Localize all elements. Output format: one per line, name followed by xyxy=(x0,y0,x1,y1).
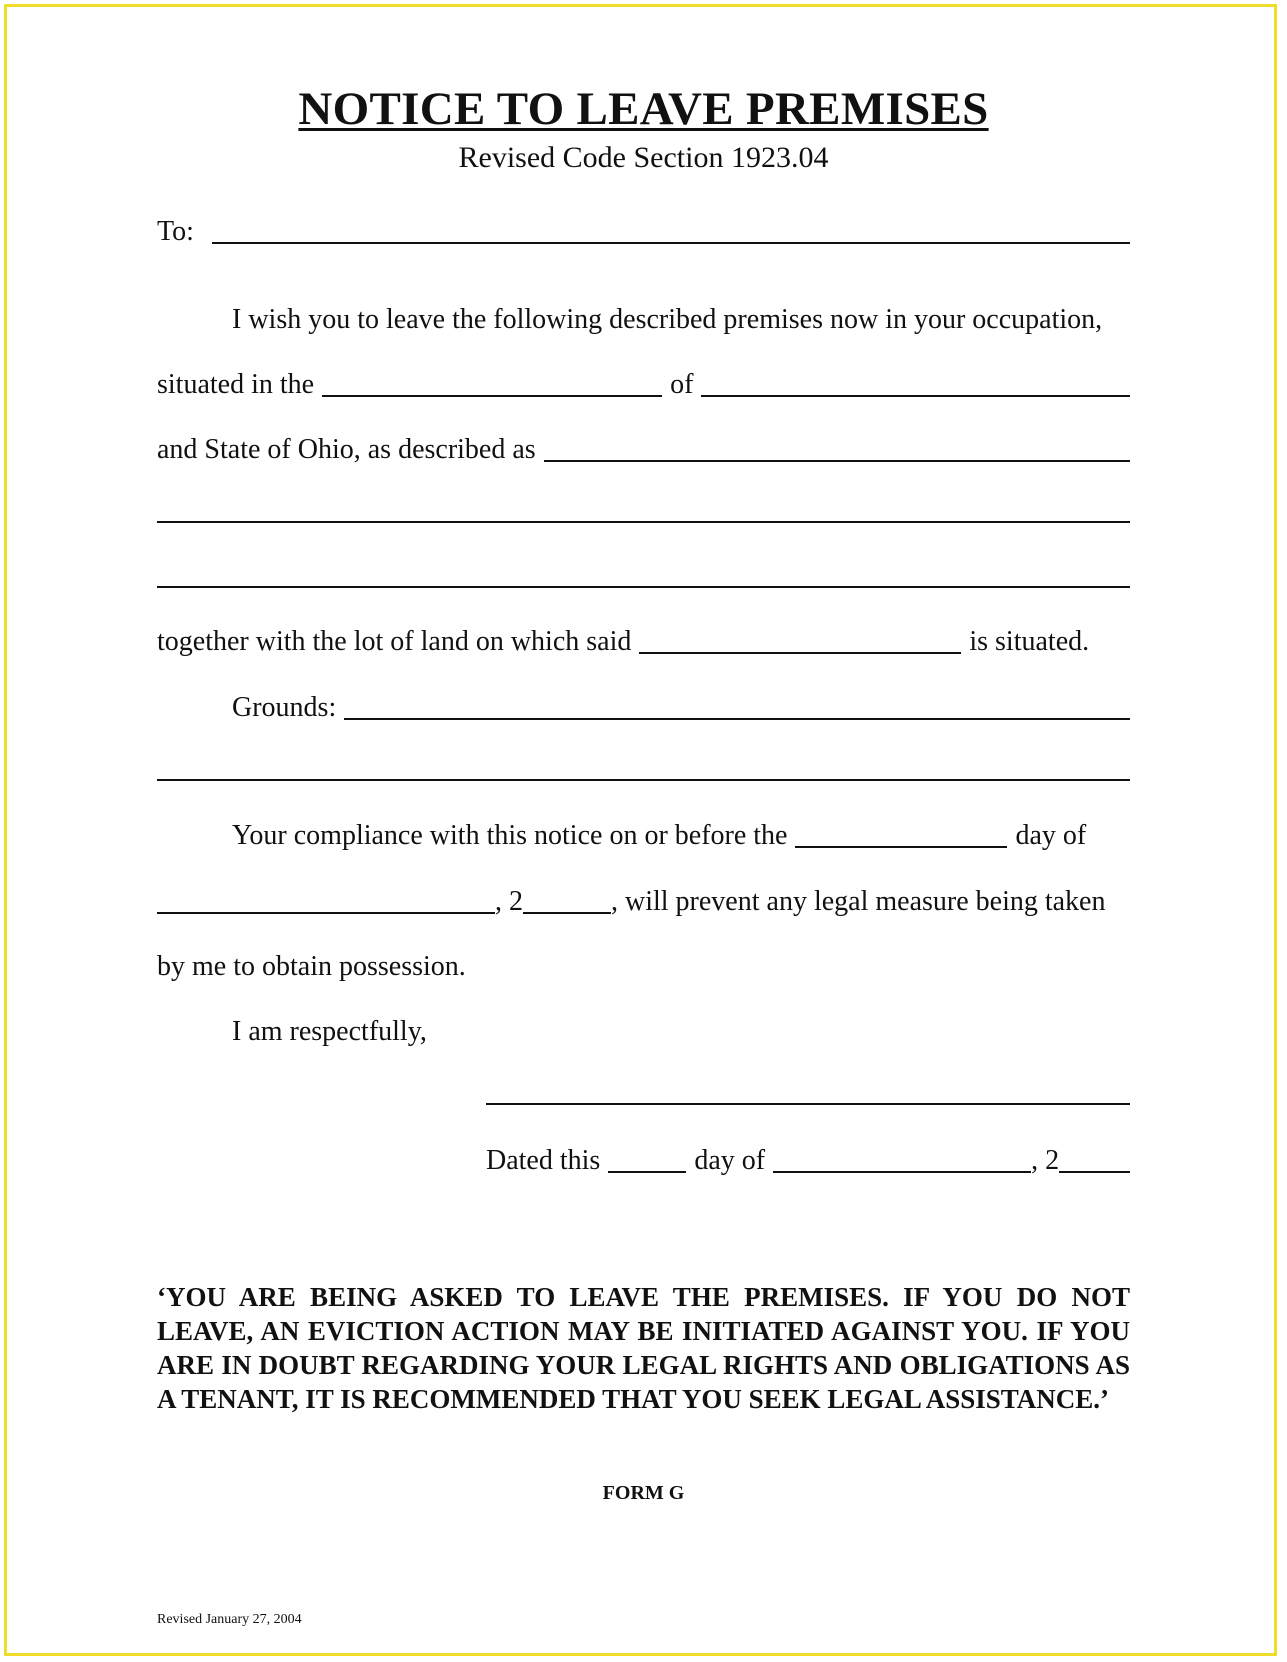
para1-line2 xyxy=(157,365,1130,401)
closing-text: I am respectfully, xyxy=(232,1016,427,1047)
para1-text-1: I wish you to leave the following described premises now in your occupation, xyxy=(232,304,1103,335)
dated-month-blank[interactable] xyxy=(773,1145,1031,1173)
dated-day-blank[interactable] xyxy=(608,1145,686,1173)
dated-year-prefix: , 2 xyxy=(1031,1145,1060,1176)
signature-line[interactable] xyxy=(486,1103,1130,1105)
compliance-line3 xyxy=(157,947,1130,983)
dated-row xyxy=(486,1141,1130,1177)
grounds-label: Grounds: xyxy=(232,692,337,723)
grounds-row xyxy=(157,688,1130,724)
form-label: FORM G xyxy=(602,1482,685,1504)
compliance-day-blank[interactable] xyxy=(795,820,1007,848)
of-blank[interactable] xyxy=(701,369,1130,397)
dated-day-of-label: day of xyxy=(694,1145,766,1176)
description-line-1[interactable] xyxy=(157,521,1130,523)
compliance-line1 xyxy=(157,816,1130,852)
para1-line4 xyxy=(157,622,1130,658)
dated-year-blank[interactable] xyxy=(1059,1145,1130,1173)
compliance-text-3: by me to obtain possession. xyxy=(157,951,466,982)
para1-line1 xyxy=(157,300,1130,336)
compliance-month-blank[interactable] xyxy=(157,886,495,914)
code-section-subtitle: Revised Code Section 1923.04 xyxy=(458,141,829,174)
grounds-line-2[interactable] xyxy=(157,779,1130,781)
dated-label: Dated this xyxy=(486,1145,601,1176)
compliance-year-prefix: , 2 xyxy=(495,886,523,917)
para1-line3 xyxy=(157,430,1130,466)
grounds-blank[interactable] xyxy=(344,692,1130,720)
situated-label: situated in the xyxy=(157,369,315,400)
situated-in-blank[interactable] xyxy=(322,369,662,397)
description-line-2[interactable] xyxy=(157,586,1130,588)
day-of-label: day of xyxy=(1015,820,1087,851)
compliance-text-2: , will prevent any legal measure being taken xyxy=(611,886,1106,917)
lot-of-land-label: together with the lot of land on which said xyxy=(157,626,632,657)
to-blank[interactable] xyxy=(212,216,1130,244)
eviction-warning: ‘YOU ARE BEING ASKED TO LEAVE THE PREMISES. IF YOU DO NOT LEAVE, AN EVICTION ACTION MAY BE INITIATED AGAINST YOU. IF YOU ARE IN DOUBT REGARDING YOUR LEGAL RIGHTS AND OBLIGATIONS AS A TENANT, IT IS RECOMMENDED THAT YOU SEEK LEGAL ASSISTANCE.’ xyxy=(157,1282,1130,1414)
of-label: of xyxy=(670,369,694,400)
described-label: and State of Ohio, as described as xyxy=(157,434,536,465)
to-row xyxy=(157,212,1130,248)
closing-row xyxy=(157,1012,1130,1048)
compliance-line2 xyxy=(157,882,1130,918)
described-as-blank[interactable] xyxy=(544,434,1130,462)
is-situated-label: is situated. xyxy=(969,626,1090,657)
to-label: To: xyxy=(157,216,194,247)
compliance-year-blank[interactable] xyxy=(523,886,611,914)
revised-date: Revised January 27, 2004 xyxy=(157,1612,302,1627)
compliance-text-1: Your compliance with this notice on or before the xyxy=(232,820,788,851)
said-blank[interactable] xyxy=(639,626,961,654)
document-title: NOTICE TO LEAVE PREMISES xyxy=(298,83,989,135)
